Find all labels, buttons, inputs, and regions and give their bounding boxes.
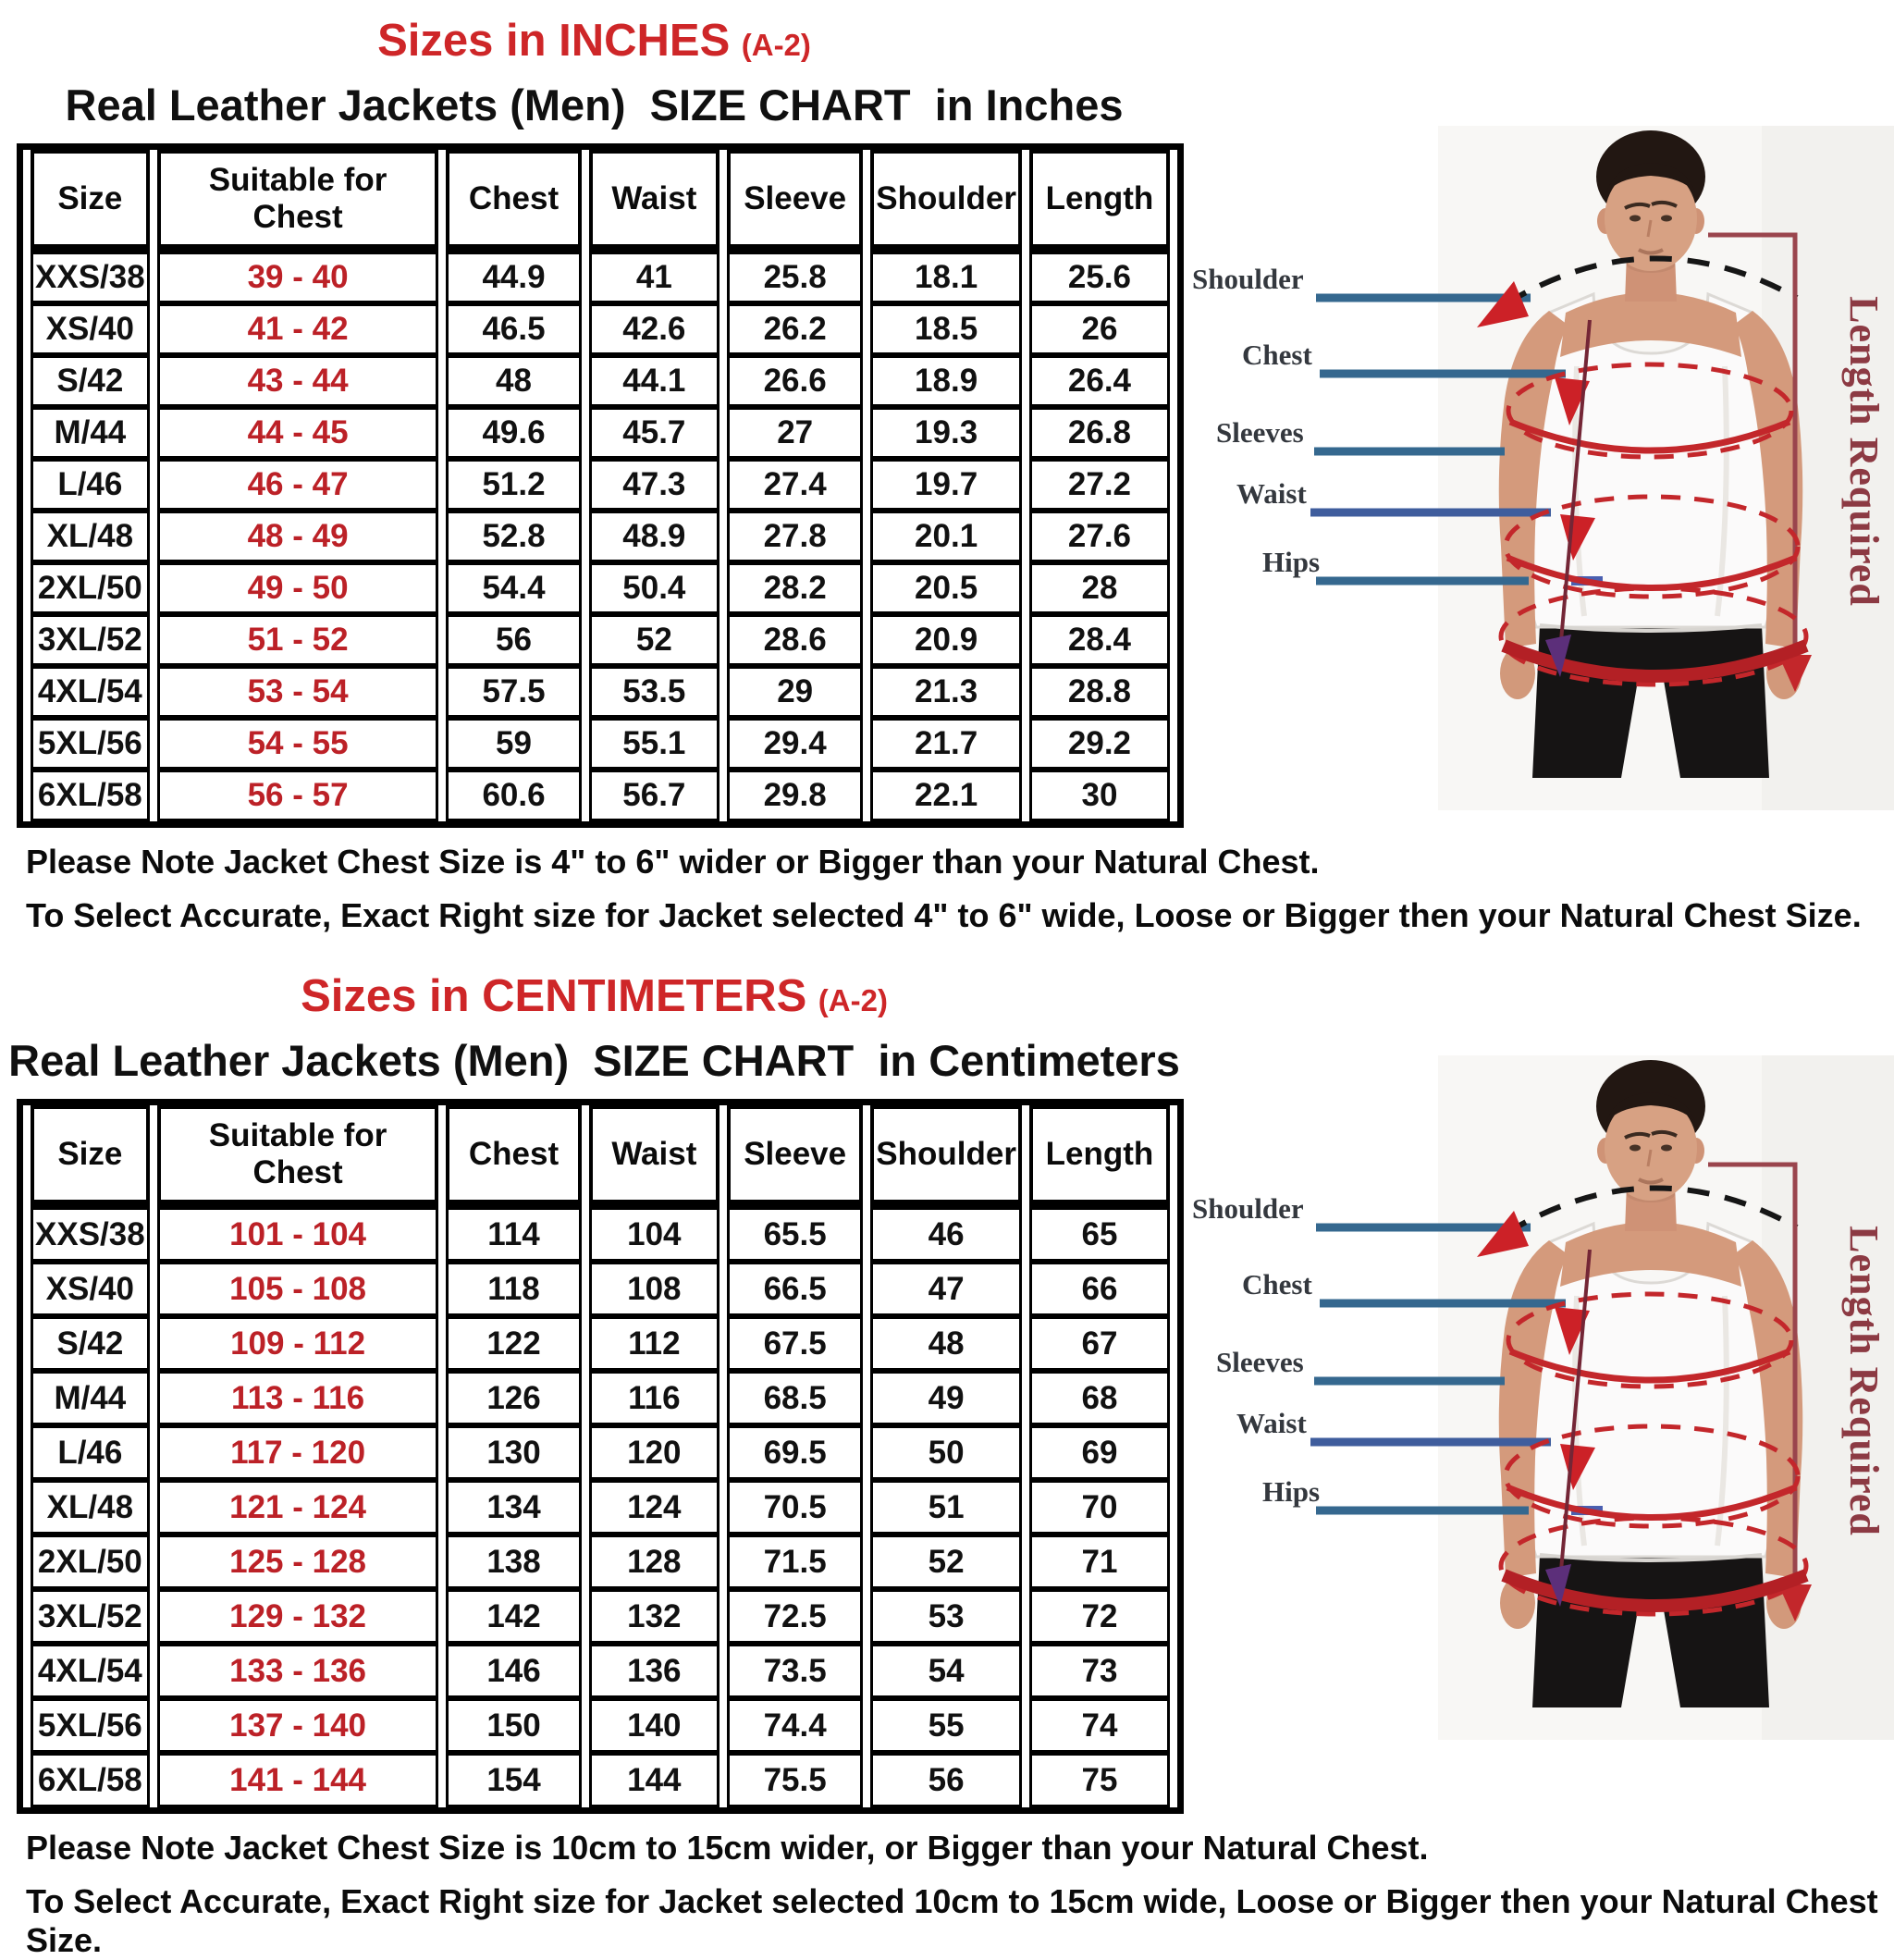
measure-cell: 29 (727, 666, 863, 718)
measure-cell: 30 (1029, 770, 1170, 821)
measure-cell: 70 (1029, 1480, 1170, 1535)
waist-label: Waist (1236, 1407, 1307, 1439)
size-cell: 5XL/56 (31, 718, 150, 770)
size-cell: 6XL/58 (31, 1753, 150, 1807)
sleeves-label: Sleeves (1216, 1346, 1304, 1378)
measure-cell: 26.4 (1029, 355, 1170, 407)
chest-range-cell: 109 - 112 (157, 1316, 439, 1371)
measure-cell: 51 (870, 1480, 1022, 1535)
measurement-figure (1188, 126, 1894, 810)
chest-range-cell: 48 - 49 (157, 511, 439, 562)
measure-cell: 69 (1029, 1425, 1170, 1480)
column-header: Sleeve (727, 1105, 863, 1207)
shoulder-label: Shoulder (1192, 263, 1304, 295)
measure-cell: 46 (870, 1207, 1022, 1262)
measure-cell: 28.8 (1029, 666, 1170, 718)
size-cell: XS/40 (31, 1262, 150, 1316)
measure-cell: 118 (446, 1262, 581, 1316)
measure-cell: 144 (589, 1753, 719, 1807)
measure-cell: 112 (589, 1316, 719, 1371)
measure-cell: 59 (446, 718, 581, 770)
measure-cell: 19.3 (870, 407, 1022, 459)
header-row (31, 1105, 1170, 1207)
measure-cell: 20.9 (870, 614, 1022, 666)
measure-cell: 67.5 (727, 1316, 863, 1371)
measure-cell: 60.6 (446, 770, 581, 821)
measure-cell: 74.4 (727, 1698, 863, 1753)
measure-cell: 104 (589, 1207, 719, 1262)
measure-cell: 108 (589, 1262, 719, 1316)
measure-cell: 25.8 (727, 252, 863, 303)
chest-label: Chest (1242, 1268, 1312, 1301)
chest-range-cell: 56 - 57 (157, 770, 439, 821)
column-header: Shoulder (870, 150, 1022, 252)
measure-cell: 44.1 (589, 355, 719, 407)
measure-cell: 48 (446, 355, 581, 407)
chest-range-cell: 41 - 42 (157, 303, 439, 355)
measure-cell: 29.4 (727, 718, 863, 770)
measure-cell: 48 (870, 1316, 1022, 1371)
measure-cell: 25.6 (1029, 252, 1170, 303)
measure-cell: 18.1 (870, 252, 1022, 303)
size-cell: 5XL/56 (31, 1698, 150, 1753)
measure-cell: 68 (1029, 1371, 1170, 1425)
measure-cell: 27.8 (727, 511, 863, 562)
column-header: Shoulder (870, 1105, 1022, 1207)
measure-cell: 65.5 (727, 1207, 863, 1262)
chest-range-cell: 113 - 116 (157, 1371, 439, 1425)
measure-cell: 27.6 (1029, 511, 1170, 562)
column-header: Chest (446, 1105, 581, 1207)
header-row (31, 150, 1170, 252)
label-area (1188, 126, 1438, 810)
measure-cell: 128 (589, 1535, 719, 1589)
size-cell: XXS/38 (31, 1207, 150, 1262)
column-header: Size (31, 150, 150, 252)
table-row (31, 1425, 1170, 1480)
column-header: Suitable for Chest (157, 150, 439, 252)
measure-cell: 70.5 (727, 1480, 863, 1535)
measure-cell: 21.3 (870, 666, 1022, 718)
size-cell: L/46 (31, 1425, 150, 1480)
column-header: Length (1029, 1105, 1170, 1207)
measure-cell: 26.6 (727, 355, 863, 407)
chest-range-cell: 46 - 47 (157, 459, 439, 511)
measure-cell: 120 (589, 1425, 719, 1480)
size-cell: XL/48 (31, 1480, 150, 1535)
chest-range-cell: 125 - 128 (157, 1535, 439, 1589)
measure-cell: 138 (446, 1535, 581, 1589)
measure-cell: 28.2 (727, 562, 863, 614)
measure-cell: 74 (1029, 1698, 1170, 1753)
measure-cell: 20.5 (870, 562, 1022, 614)
chest-range-cell: 39 - 40 (157, 252, 439, 303)
measure-cell: 27.4 (727, 459, 863, 511)
measure-cell: 26.8 (1029, 407, 1170, 459)
measure-cell: 142 (446, 1589, 581, 1644)
eye (1661, 1145, 1672, 1152)
measure-cell: 28.6 (727, 614, 863, 666)
table-row (31, 614, 1170, 666)
measure-cell: 71.5 (727, 1535, 863, 1589)
measure-cell: 132 (589, 1589, 719, 1644)
measure-cell: 54 (870, 1644, 1022, 1698)
measure-cell: 47 (870, 1262, 1022, 1316)
note-line: To Select Accurate, Exact Right size for Jacket selected 4" to 6" wide, Loose or Bigger then your Natural Chest Size. (26, 896, 1862, 934)
measure-cell: 44.9 (446, 252, 581, 303)
measure-cell: 75.5 (727, 1753, 863, 1807)
section-title-tag: (A-2) (741, 28, 811, 62)
size-cell: L/46 (31, 459, 150, 511)
size-cell: S/42 (31, 1316, 150, 1371)
table-row (31, 1698, 1170, 1753)
eye (1661, 216, 1672, 222)
hips-label: Hips (1262, 546, 1321, 578)
size-cell: XXS/38 (31, 252, 150, 303)
measure-cell: 146 (446, 1644, 581, 1698)
measure-cell: 45.7 (589, 407, 719, 459)
figure-column (1188, 1031, 1894, 1744)
measure-cell: 49 (870, 1371, 1022, 1425)
measure-cell: 140 (589, 1698, 719, 1753)
measure-cell: 72 (1029, 1589, 1170, 1644)
measure-cell: 51.2 (446, 459, 581, 511)
section-title-line (0, 955, 1188, 1031)
table-row (31, 770, 1170, 821)
table-row (31, 1371, 1170, 1425)
chest-range-cell: 101 - 104 (157, 1207, 439, 1262)
length-required-label: Length Required (1841, 296, 1887, 607)
chest-range-cell: 117 - 120 (157, 1425, 439, 1480)
table-row (31, 1753, 1170, 1807)
table-row (31, 303, 1170, 355)
column-header: Length (1029, 150, 1170, 252)
size-cell: M/44 (31, 1371, 150, 1425)
chest-range-cell: 53 - 54 (157, 666, 439, 718)
chest-range-cell: 129 - 132 (157, 1589, 439, 1644)
measure-cell: 19.7 (870, 459, 1022, 511)
section-centimeters (0, 955, 1894, 1960)
measure-cell: 29.2 (1029, 718, 1170, 770)
measure-cell: 28 (1029, 562, 1170, 614)
measure-cell: 52 (589, 614, 719, 666)
measure-cell: 55.1 (589, 718, 719, 770)
chest-range-cell: 54 - 55 (157, 718, 439, 770)
measure-cell: 53 (870, 1589, 1022, 1644)
size-cell: 3XL/52 (31, 614, 150, 666)
chest-range-cell: 44 - 45 (157, 407, 439, 459)
note-line: Please Note Jacket Chest Size is 10cm to 15cm wider, or Bigger than your Natural Chest. (26, 1829, 1429, 1867)
size-cell: 3XL/52 (31, 1589, 150, 1644)
size-table-inches (23, 150, 1177, 821)
section-title-tag: (A-2) (818, 983, 888, 1017)
length-required-label: Length Required (1841, 1226, 1887, 1536)
size-cell: 2XL/50 (31, 1535, 150, 1589)
measure-cell: 50 (870, 1425, 1022, 1480)
notes-block (26, 1829, 1894, 1960)
table-row (31, 355, 1170, 407)
measure-cell: 68.5 (727, 1371, 863, 1425)
measure-cell: 150 (446, 1698, 581, 1753)
measure-cell: 73 (1029, 1644, 1170, 1698)
measure-cell: 56.7 (589, 770, 719, 821)
notes-block (26, 843, 1894, 935)
table-row (31, 511, 1170, 562)
chest-range-cell: 105 - 108 (157, 1262, 439, 1316)
chest-range-cell: 51 - 52 (157, 614, 439, 666)
measure-cell: 69.5 (727, 1425, 863, 1480)
measure-cell: 18.9 (870, 355, 1022, 407)
measure-cell: 124 (589, 1480, 719, 1535)
size-cell: 2XL/50 (31, 562, 150, 614)
table-row (31, 252, 1170, 303)
measure-cell: 21.7 (870, 718, 1022, 770)
measure-cell: 22.1 (870, 770, 1022, 821)
section-inches (0, 0, 1894, 935)
chest-range-cell: 137 - 140 (157, 1698, 439, 1753)
size-cell: XS/40 (31, 303, 150, 355)
size-cell: S/42 (31, 355, 150, 407)
measure-cell: 116 (589, 1371, 719, 1425)
measure-cell: 130 (446, 1425, 581, 1480)
measure-cell: 122 (446, 1316, 581, 1371)
waist-label: Waist (1236, 477, 1307, 510)
figure-column (1188, 76, 1894, 815)
measure-cell: 136 (589, 1644, 719, 1698)
measure-cell: 56 (870, 1753, 1022, 1807)
chest-range-cell: 43 - 44 (157, 355, 439, 407)
table-column (0, 76, 1188, 828)
column-header: Suitable for Chest (157, 1105, 439, 1207)
hips-label: Hips (1262, 1475, 1321, 1508)
measure-cell: 126 (446, 1371, 581, 1425)
table-heading: Real Leather Jackets (Men) SIZE CHART in Centimeters (8, 1036, 1180, 1085)
measure-cell: 66.5 (727, 1262, 863, 1316)
measure-cell: 50.4 (589, 562, 719, 614)
measure-cell: 48.9 (589, 511, 719, 562)
measure-cell: 18.5 (870, 303, 1022, 355)
table-row (31, 1207, 1170, 1262)
table-row (31, 1480, 1170, 1535)
measure-cell: 52 (870, 1535, 1022, 1589)
measure-cell: 42.6 (589, 303, 719, 355)
measure-cell: 27.2 (1029, 459, 1170, 511)
measure-cell: 134 (446, 1480, 581, 1535)
measure-cell: 26 (1029, 303, 1170, 355)
chest-range-cell: 133 - 136 (157, 1644, 439, 1698)
table-row (31, 1589, 1170, 1644)
shoulder-label: Shoulder (1192, 1192, 1304, 1225)
measure-cell: 55 (870, 1698, 1022, 1753)
measure-cell: 28.4 (1029, 614, 1170, 666)
table-row (31, 1316, 1170, 1371)
eye (1630, 216, 1641, 222)
chest-range-cell: 49 - 50 (157, 562, 439, 614)
measure-cell: 154 (446, 1753, 581, 1807)
measure-cell: 27 (727, 407, 863, 459)
measure-cell: 114 (446, 1207, 581, 1262)
label-area (1188, 1055, 1438, 1740)
measure-cell: 20.1 (870, 511, 1022, 562)
section-title-line (0, 0, 1188, 76)
chest-range-cell: 141 - 144 (157, 1753, 439, 1807)
column-header: Size (31, 1105, 150, 1207)
table-row (31, 562, 1170, 614)
measure-cell: 52.8 (446, 511, 581, 562)
note-line: Please Note Jacket Chest Size is 4" to 6" wider or Bigger than your Natural Chest. (26, 843, 1320, 881)
size-cell: XL/48 (31, 511, 150, 562)
column-header: Chest (446, 150, 581, 252)
table-row (31, 1262, 1170, 1316)
measurement-figure (1188, 1055, 1894, 1740)
size-cell: 4XL/54 (31, 1644, 150, 1698)
table-column (0, 1031, 1188, 1814)
note-line: To Select Accurate, Exact Right size for Jacket selected 10cm to 15cm wide, Loose or Bigger then your Natural Chest Size. (26, 1882, 1878, 1959)
column-header: Waist (589, 1105, 719, 1207)
sleeves-label: Sleeves (1216, 416, 1304, 449)
table-row (31, 459, 1170, 511)
size-cell: 6XL/58 (31, 770, 150, 821)
measure-cell: 65 (1029, 1207, 1170, 1262)
measure-cell: 75 (1029, 1753, 1170, 1807)
table-heading: Real Leather Jackets (Men) SIZE CHART in Inches (65, 80, 1124, 129)
table-row (31, 1644, 1170, 1698)
table-row (31, 666, 1170, 718)
chest-range-cell: 121 - 124 (157, 1480, 439, 1535)
table-row (31, 1535, 1170, 1589)
measure-cell: 49.6 (446, 407, 581, 459)
measure-cell: 56 (446, 614, 581, 666)
table-row (31, 407, 1170, 459)
section-title: Sizes in INCHES (377, 16, 731, 66)
measure-cell: 72.5 (727, 1589, 863, 1644)
size-table-centimeters (23, 1105, 1177, 1807)
section-title: Sizes in CENTIMETERS (301, 971, 807, 1021)
size-cell: 4XL/54 (31, 666, 150, 718)
measure-cell: 46.5 (446, 303, 581, 355)
table-row (31, 718, 1170, 770)
eye (1630, 1145, 1641, 1152)
size-table-frame (17, 143, 1184, 828)
measure-cell: 41 (589, 252, 719, 303)
size-table-frame (17, 1099, 1184, 1814)
measure-cell: 66 (1029, 1262, 1170, 1316)
measure-cell: 71 (1029, 1535, 1170, 1589)
chest-label: Chest (1242, 339, 1312, 371)
column-header: Waist (589, 150, 719, 252)
measure-cell: 54.4 (446, 562, 581, 614)
column-header: Sleeve (727, 150, 863, 252)
measure-cell: 57.5 (446, 666, 581, 718)
measure-cell: 29.8 (727, 770, 863, 821)
measure-cell: 26.2 (727, 303, 863, 355)
measure-cell: 47.3 (589, 459, 719, 511)
size-cell: M/44 (31, 407, 150, 459)
measure-cell: 73.5 (727, 1644, 863, 1698)
measure-cell: 53.5 (589, 666, 719, 718)
measure-cell: 67 (1029, 1316, 1170, 1371)
